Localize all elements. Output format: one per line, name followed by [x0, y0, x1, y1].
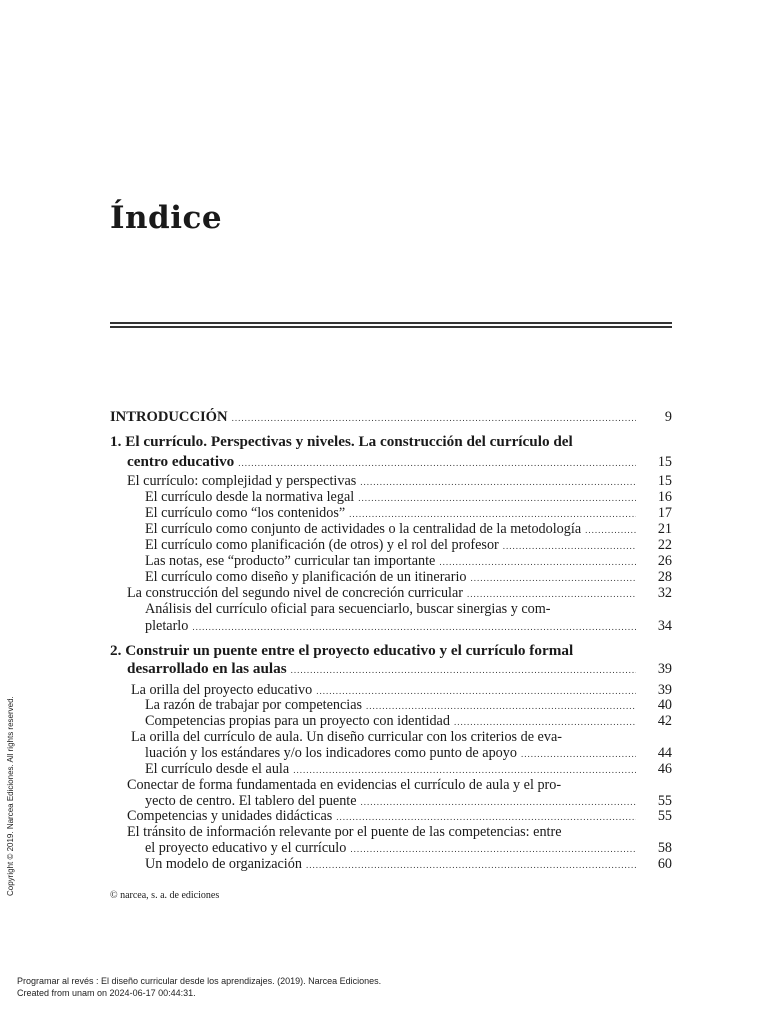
- dot-leader: [350, 841, 636, 857]
- dot-leader: [291, 662, 636, 678]
- dot-leader: [306, 857, 636, 873]
- toc-entry-page: 26: [657, 553, 672, 569]
- dot-leader: [585, 522, 636, 538]
- dot-leader: [470, 570, 636, 586]
- toc-entry-label: La construcción del segundo nivel de concreción curricular: [127, 585, 464, 601]
- toc-entry-label: El currículo como conjunto de actividades o la centralidad de la metodología: [145, 521, 582, 537]
- toc-entry-page: 15: [657, 473, 672, 489]
- dot-leader: [232, 410, 636, 426]
- toc-entry-label: yecto de centro. El tablero del puente: [145, 793, 357, 809]
- toc-entry-label: pletarlo: [145, 618, 189, 634]
- toc-entry-page: 55: [657, 808, 672, 824]
- toc-entry-page: 22: [657, 537, 672, 553]
- toc-entry-page: 39: [657, 682, 672, 698]
- toc-entry[interactable]: [110, 505, 672, 522]
- toc-entry-chapter-2[interactable]: [110, 661, 672, 678]
- divider-rule-bottom: [110, 326, 672, 328]
- toc-entry-label: El currículo como planificación (de otros) y el rol del profesor: [145, 537, 499, 553]
- toc-entry-page: 16: [657, 489, 672, 505]
- toc-entry-page: 32: [657, 585, 672, 601]
- toc-entry-page: 9: [664, 409, 672, 425]
- page-title: Índice: [110, 200, 223, 236]
- toc-entry-label: El currículo desde el aula: [145, 761, 290, 777]
- toc-entry[interactable]: [110, 585, 672, 602]
- toc-entry-label: el proyecto educativo y el currículo: [145, 840, 347, 856]
- toc-entry[interactable]: [110, 856, 672, 873]
- dot-leader: [439, 554, 636, 570]
- toc-entry-line1[interactable]: El tránsito de información relevante por el puente de las competencias: entre: [127, 824, 562, 840]
- toc-entry-page: 17: [657, 505, 672, 521]
- toc-entry-page: 58: [657, 840, 672, 856]
- dot-leader: [366, 698, 636, 714]
- toc-entry-label: INTRODUCCIÓN: [110, 409, 228, 425]
- toc-entry[interactable]: [110, 840, 672, 857]
- toc-entry-label: La orilla del proyecto educativo: [131, 682, 313, 698]
- toc-entry-page: 21: [657, 521, 672, 537]
- dot-leader: [349, 506, 636, 522]
- toc-entry-line1[interactable]: La orilla del currículo de aula. Un diseño curricular con los criterios de eva-: [131, 729, 562, 745]
- toc-entry-page: 34: [657, 618, 672, 634]
- toc-entry-page: 60: [657, 856, 672, 872]
- toc-entry-page: 40: [657, 697, 672, 713]
- toc-entry[interactable]: [110, 713, 672, 730]
- toc-entry-label: luación y los estándares y/o los indicadores como punto de apoyo: [145, 745, 517, 761]
- toc-entry-label: El currículo como diseño y planificación de un itinerario: [145, 569, 467, 585]
- toc-entry-page: 55: [657, 793, 672, 809]
- toc-entry[interactable]: [110, 537, 672, 554]
- toc-entry-label: El currículo desde la normativa legal: [145, 489, 355, 505]
- toc-entry[interactable]: [110, 618, 672, 635]
- source-note: [17, 975, 381, 999]
- toc-entry[interactable]: [110, 761, 672, 778]
- toc-entry-label: El currículo: complejidad y perspectivas: [127, 473, 357, 489]
- toc-entry-page: 15: [657, 454, 672, 470]
- toc-entry-label: Las notas, ese “producto” curricular tan importante: [145, 553, 436, 569]
- toc-entry-line1[interactable]: Análisis del currículo oficial para secuenciarlo, buscar sinergias y com-: [145, 601, 551, 617]
- dot-leader: [467, 586, 636, 602]
- chapter-1-title-line2: centro educativo: [127, 453, 235, 470]
- chapter-2-title-line2: desarrollado en las aulas: [127, 660, 287, 677]
- dot-leader: [238, 455, 636, 471]
- toc-entry[interactable]: [110, 569, 672, 586]
- dot-leader: [360, 474, 636, 490]
- toc-entry-label: Competencias propias para un proyecto con identidad: [145, 713, 450, 729]
- toc-entry-chapter-1[interactable]: [110, 454, 672, 471]
- toc-entry[interactable]: [110, 697, 672, 714]
- toc-entry-page: 44: [657, 745, 672, 761]
- divider-rule-top: [110, 322, 672, 324]
- dot-leader: [358, 490, 636, 506]
- dot-leader: [192, 619, 636, 635]
- toc-entry[interactable]: [110, 489, 672, 506]
- source-note-line1: Programar al revés : El diseño curricular desde los aprendizajes. (2019). Narcea Ediciones.: [17, 976, 382, 986]
- toc-entry-page: 46: [657, 761, 672, 777]
- toc-entry-label: El currículo como “los contenidos”: [145, 505, 346, 521]
- toc-entry-introduccion[interactable]: [110, 409, 672, 426]
- toc-entry-label: Un modelo de organización: [145, 856, 302, 872]
- side-copyright-notice: Copyright © 2019. Narcea Ediciones. All rights reserved.: [6, 696, 15, 896]
- source-note-line2: Created from unam on 2024-06-17 00:44:31.: [17, 988, 196, 998]
- dot-leader: [454, 714, 636, 730]
- toc-entry[interactable]: [110, 521, 672, 538]
- toc-entry[interactable]: [110, 473, 672, 490]
- dot-leader: [503, 538, 636, 554]
- toc-entry-label: La razón de trabajar por competencias: [145, 697, 363, 713]
- toc-entry-line1[interactable]: Conectar de forma fundamentada en evidencias el currículo de aula y el pro-: [127, 777, 562, 793]
- chapter-1-title-line1[interactable]: 1. El currículo. Perspectivas y niveles. La construcción del currículo del: [110, 433, 573, 450]
- publisher-copyright: © narcea, s. a. de ediciones: [110, 890, 220, 901]
- toc-entry[interactable]: [110, 808, 672, 825]
- toc-entry[interactable]: [110, 553, 672, 570]
- toc-entry[interactable]: [110, 745, 672, 762]
- toc-entry-page: 28: [657, 569, 672, 585]
- dot-leader: [293, 762, 636, 778]
- dot-leader: [336, 809, 636, 825]
- toc-entry-label: Competencias y unidades didácticas: [127, 808, 333, 824]
- toc-entry-page: 39: [657, 661, 672, 677]
- toc-entry-page: 42: [657, 713, 672, 729]
- dot-leader: [521, 746, 636, 762]
- chapter-2-title-line1[interactable]: 2. Construir un puente entre el proyecto educativo y el currículo formal: [110, 642, 574, 659]
